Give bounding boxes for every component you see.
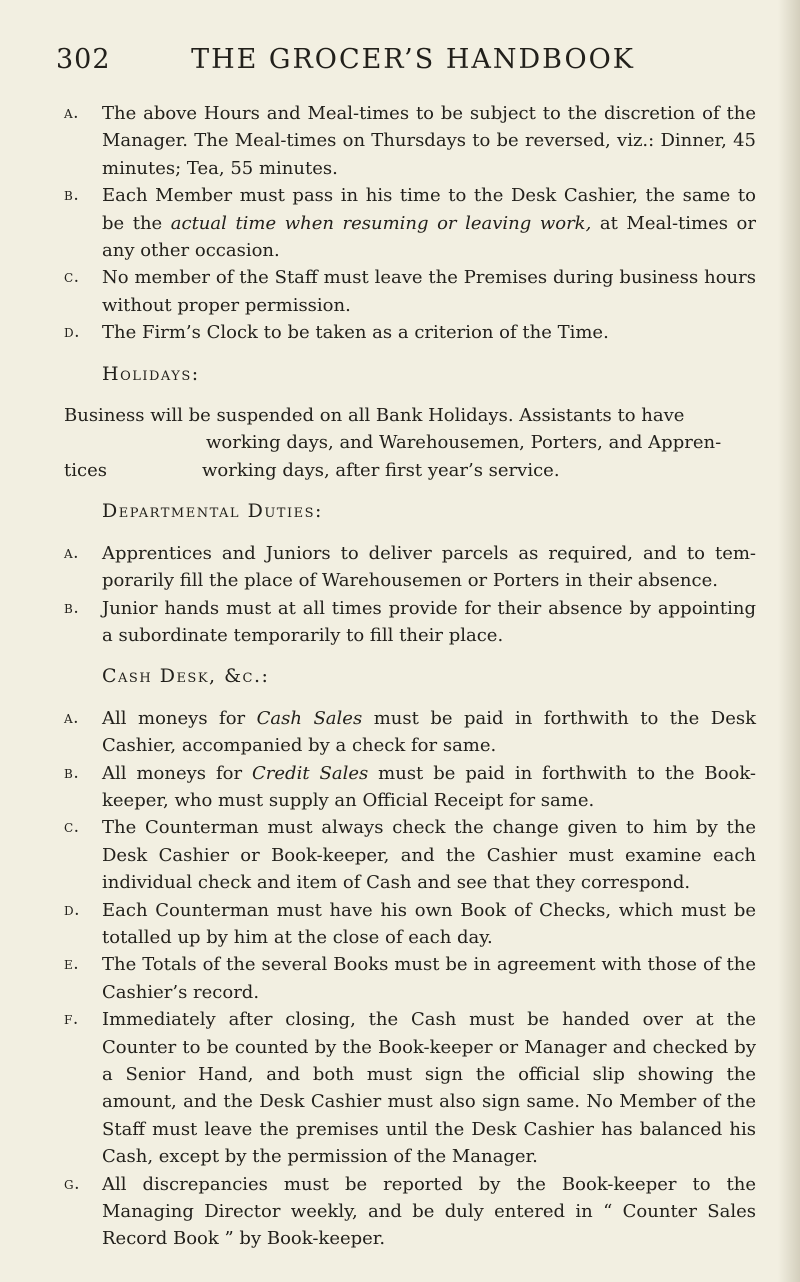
page-number: 302	[56, 44, 111, 75]
item-letter: d.	[64, 322, 81, 343]
item-letter: d.	[64, 899, 81, 920]
item-text: No member of the Staff must leave the Premises during business hours without proper permission.	[102, 267, 756, 316]
cash-desk-item-e	[64, 951, 756, 1006]
departmental-heading: Departmental Duties:	[102, 500, 323, 523]
rule-item-a	[64, 100, 756, 182]
item-letter: c.	[64, 817, 80, 838]
departmental-item-a	[64, 540, 756, 595]
cash-desk-item-d	[64, 897, 756, 952]
item-text: The Counterman must always check the change given to him by the Desk Cashier or Book-keeper, and the Cashier must examine each individual check and item of Cash and see that they correspond.	[102, 817, 756, 894]
item-text: All moneys for	[102, 707, 257, 729]
holidays-paragraph	[64, 402, 756, 484]
item-text: All moneys for	[102, 762, 253, 784]
page-header	[56, 44, 750, 84]
holidays-line-start: tices	[64, 459, 107, 481]
item-letter: a.	[64, 542, 80, 563]
item-text: must be paid in forthwith to the Desk Cashier, accompanied by a check for same.	[102, 707, 757, 757]
item-emphasis: actual time when resuming or leaving work,	[170, 212, 592, 234]
item-letter: b.	[64, 597, 80, 618]
item-text: at Meal-times or any other occasion.	[102, 212, 756, 262]
item-emphasis: Cash Sales	[256, 707, 363, 729]
item-letter: b.	[64, 762, 80, 783]
holidays-line-end: working days, after first year’s service.	[201, 459, 560, 481]
cash-desk-item-g	[64, 1171, 756, 1253]
holidays-line	[64, 457, 756, 484]
holidays-heading: Holidays:	[102, 362, 200, 385]
item-text: Each Member must pass in his time to the Desk Cashier, the same to be the	[102, 185, 756, 234]
item-text: Junior hands must at all times provide for their absence by appointing a subordinate temporarily to fill their place.	[102, 597, 756, 646]
item-text: Immediately after closing, the Cash must be handed over at the Counter to be counted by the Book-keeper or Manager and checked by a Senior Hand, and both must sign the official slip showing the amount, and the Desk Cashier must also sign same. No Member of the Staff must leave the premises until the Desk Cashier has balanced his Cash, except by the permission of the Manager.	[102, 1009, 756, 1168]
item-emphasis: Credit Sales	[252, 762, 369, 784]
item-text: must be paid in forthwith to the Book-keeper, who must supply an Official Receipt for same.	[102, 762, 756, 811]
item-text: Apprentices and Juniors to deliver parcels as required, and to tem-porarily fill the place of Warehousemen or Porters in their absence.	[102, 542, 756, 592]
cash-desk-heading: Cash Desk, &c.:	[102, 665, 270, 688]
holidays-line: working days, and Warehousemen, Porters, and Appren-	[206, 432, 722, 454]
page-body	[64, 100, 756, 1253]
running-head: THE GROCER’S HANDBOOK	[191, 44, 635, 75]
departmental-item-b	[64, 595, 756, 650]
item-text: All discrepancies must be reported by the Book-keeper to the Managing Director weekly, and be duly entered in “ Counter Sales Record Book ” by Book-keeper.	[102, 1173, 756, 1250]
page-edge-shadow	[778, 0, 800, 1282]
item-letter: g.	[64, 1173, 80, 1194]
item-letter: e.	[64, 954, 80, 975]
cash-desk-item-f	[64, 1006, 756, 1170]
item-text: The Firm’s Clock to be taken as a criterion of the Time.	[102, 322, 609, 344]
item-letter: a.	[64, 103, 80, 123]
item-letter: c.	[64, 267, 80, 288]
item-text: Each Counterman must have his own Book of Checks, which must be totalled up by him at the close of each day.	[102, 899, 756, 948]
cash-desk-item-b	[64, 760, 756, 815]
holidays-line: Business will be suspended on all Bank Holidays. Assistants to have	[64, 405, 685, 427]
rule-item-c	[64, 264, 756, 319]
item-text: The Totals of the several Books must be in agreement with those of the Cashier’s record.	[102, 954, 756, 1003]
cash-desk-item-a	[64, 705, 756, 760]
item-letter: a.	[64, 707, 80, 728]
rule-item-d	[64, 319, 756, 346]
item-letter: b.	[64, 185, 80, 206]
item-letter: f.	[64, 1009, 79, 1030]
rule-item-b	[64, 182, 756, 264]
item-text: The above Hours and Meal-times to be subject to the discretion of the Manager. The Meal-times on Thursdays to be reversed, viz.: Dinner, 45 minutes; Tea, 55 minutes.	[102, 103, 756, 179]
cash-desk-item-c	[64, 814, 756, 896]
